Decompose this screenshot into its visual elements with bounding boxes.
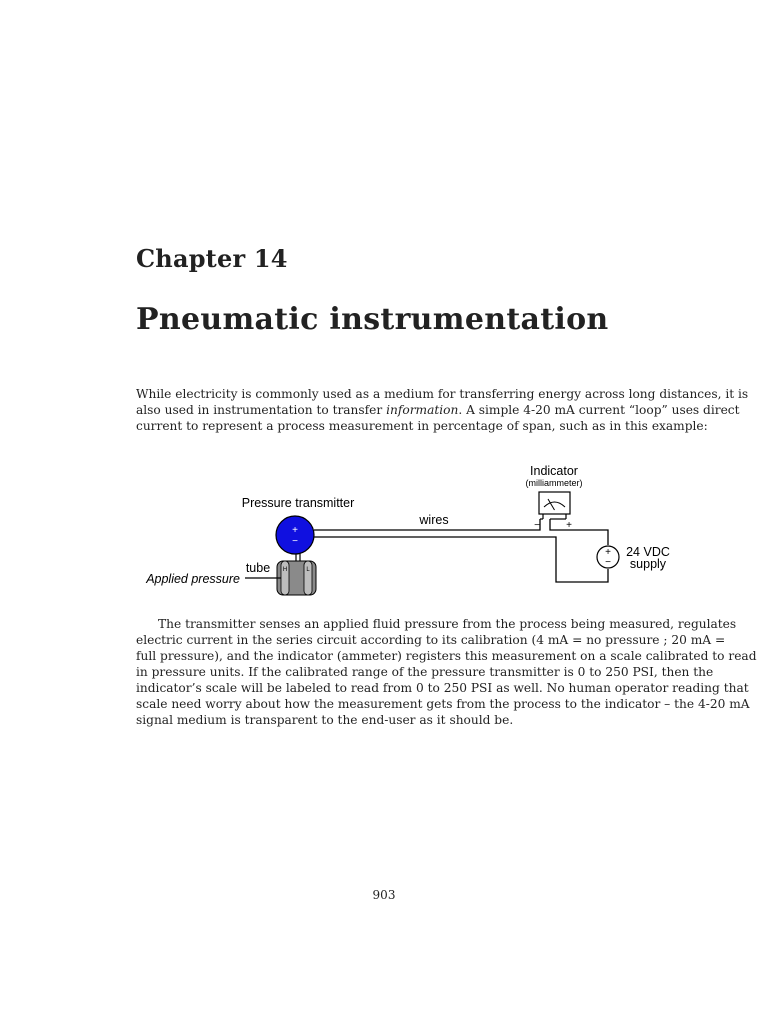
wire-bottom <box>314 537 608 582</box>
intro-line-3: current to represent a process measurement in percentage of span, such as in this example: <box>136 419 708 433</box>
supply-label-line-1: 24 VDC <box>626 545 670 559</box>
body-line: The transmitter senses an applied fluid pressure from the process being measured, regulates <box>158 617 737 631</box>
chapter-title: Pneumatic instrumentation <box>136 302 609 337</box>
transmitter-minus: − <box>292 536 298 547</box>
supply-label-line-2: supply <box>629 557 667 571</box>
port-low-label: L <box>306 567 310 573</box>
page-number: 903 <box>372 888 396 902</box>
applied-pressure-label: Applied pressure <box>146 572 240 586</box>
wires <box>314 519 608 582</box>
indicator-minus: − <box>534 520 540 531</box>
wire-top-right <box>550 519 608 545</box>
loop-diagram <box>136 455 696 605</box>
body-line: electric current in the series circuit according to its calibration (4 mA = no pressure ; 20 mA = <box>136 633 726 647</box>
supply-minus: − <box>605 557 611 568</box>
body-line: indicator’s scale will be labeled to read from 0 to 250 PSI as well. No human operator reading that <box>136 681 749 695</box>
body-line: signal medium is transparent to the end-user as it should be. <box>136 713 514 727</box>
indicator-plus: + <box>566 520 572 531</box>
intro-line-1: While electricity is commonly used as a medium for transferring energy across long distances, it is <box>136 387 749 401</box>
intro-line-2 <box>136 402 740 418</box>
port-high-label: H <box>282 567 288 573</box>
intro-line-2-start: also used in instrumentation to transfer <box>136 403 387 417</box>
supply-plus: + <box>605 547 611 558</box>
wires-label: wires <box>419 513 449 527</box>
tube-label: tube <box>245 561 271 575</box>
transmitter-plus: + <box>292 525 298 536</box>
intro-line-2-end: . A simple 4-20 mA current “loop” uses direct <box>458 403 740 417</box>
body-line: scale need worry about how the measurement gets from the process to the indicator – the 4-20 mA <box>136 697 750 711</box>
body-line: in pressure units. If the calibrated range of the pressure transmitter is 0 to 250 PSI, then the <box>136 665 714 679</box>
indicator-label: Indicator <box>530 464 578 478</box>
explanation-paragraph <box>136 616 757 728</box>
chapter-label: Chapter 14 <box>136 244 288 273</box>
indicator-sublabel: (milliammeter) <box>525 478 583 488</box>
body-line: full pressure), and the indicator (ammeter) registers this measurement on a scale calibrated to read <box>136 649 757 663</box>
emphasis-information: information <box>386 403 459 417</box>
transmitter-label: Pressure transmitter <box>241 496 355 510</box>
meter-icon <box>539 492 570 519</box>
intro-paragraph <box>136 386 749 434</box>
